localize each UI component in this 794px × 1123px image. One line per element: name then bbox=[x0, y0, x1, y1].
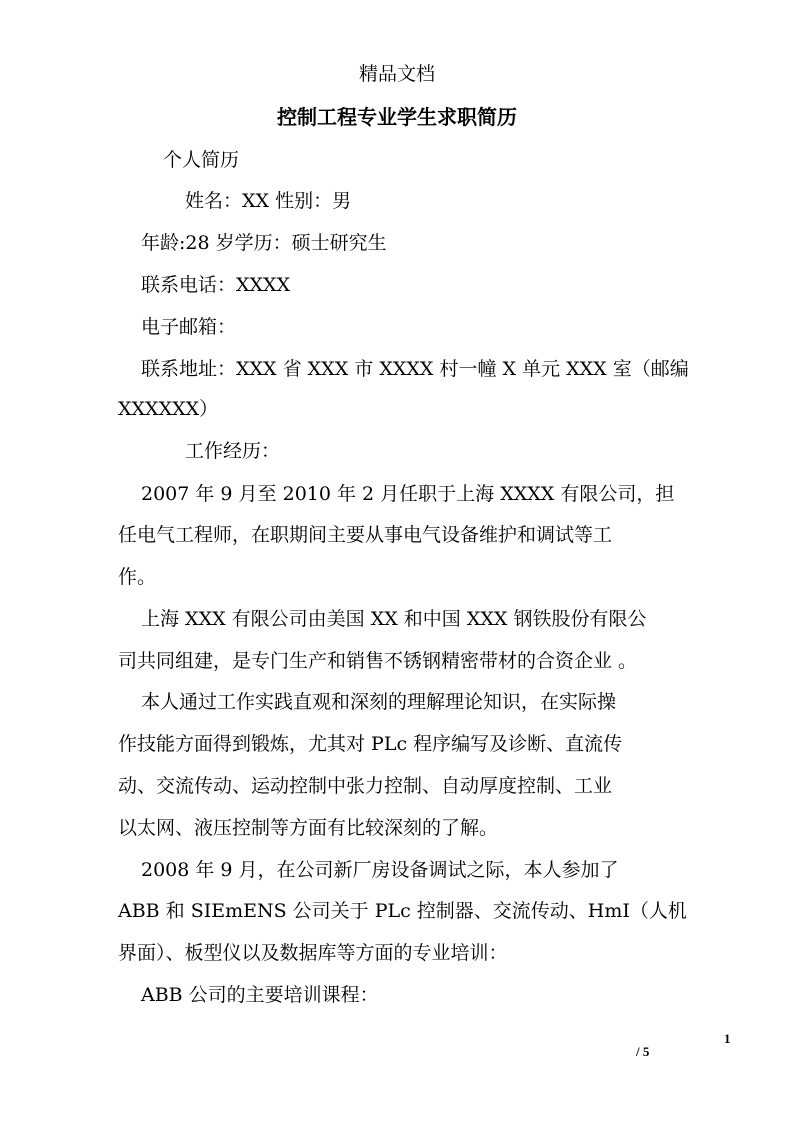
paragraph-3-line-2: 作技能方面得到锻炼，尤其对 PLc 程序编写及诊断、直流传 bbox=[118, 733, 623, 755]
paragraph-2-line-1: 上海 XXX 有限公司由美国 XX 和中国 XXX 钢铁股份有限公 bbox=[141, 608, 647, 630]
age-education-line: 年龄:28 岁学历：硕士研究生 bbox=[141, 232, 387, 254]
phone-line: 联系电话：XXXX bbox=[141, 274, 291, 296]
paragraph-1-line-3: 作。 bbox=[118, 566, 157, 588]
paragraph-2-line-2: 司共同组建，是专门生产和销售不锈钢精密带材的合资企业 。 bbox=[118, 650, 638, 672]
email-line: 电子邮箱： bbox=[141, 316, 237, 338]
document-title: 控制工程专业学生求职简历 bbox=[277, 105, 517, 129]
paragraph-1-line-1: 2007 年 9 月至 2010 年 2 月任职于上海 XXXX 有限公司，担 bbox=[141, 483, 675, 505]
paragraph-4-line-3: 界面）、板型仪以及数据库等方面的专业培训： bbox=[118, 942, 508, 964]
address-line-1: 联系地址：XXX 省 XXX 市 XXXX 村一幢 X 单元 XXX 室（邮编 bbox=[141, 358, 689, 380]
paragraph-1-line-2: 任电气工程师，在职期间主要从事电气设备维护和调试等工 bbox=[118, 524, 613, 546]
name-gender-line: 姓名：XX 性别：男 bbox=[185, 190, 352, 212]
page-number: 1 bbox=[724, 1031, 731, 1046]
page-total: / 5 bbox=[636, 1044, 650, 1059]
section-heading-work: 工作经历： bbox=[185, 440, 281, 462]
paragraph-3-line-4: 以太网、液压控制等方面有比较深刻的了解。 bbox=[118, 817, 499, 839]
paragraph-3-line-1: 本人通过工作实践直观和深刻的理解理论知识，在实际操 bbox=[141, 691, 617, 713]
section-heading-personal: 个人简历 bbox=[163, 149, 240, 171]
address-line-2: XXXXXX） bbox=[118, 398, 219, 420]
paragraph-4-line-2: ABB 和 SIEmENS 公司关于 PLc 控制器、交流传动、HmI（人机 bbox=[118, 900, 687, 922]
page-header: 精品文档 bbox=[358, 63, 435, 85]
paragraph-5-line-1: ABB 公司的主要培训课程： bbox=[141, 984, 379, 1006]
paragraph-3-line-3: 动、交流传动、运动控制中张力控制、自动厚度控制、工业 bbox=[118, 775, 613, 797]
paragraph-4-line-1: 2008 年 9 月，在公司新厂房设备调试之际，本人参加了 bbox=[141, 859, 619, 881]
